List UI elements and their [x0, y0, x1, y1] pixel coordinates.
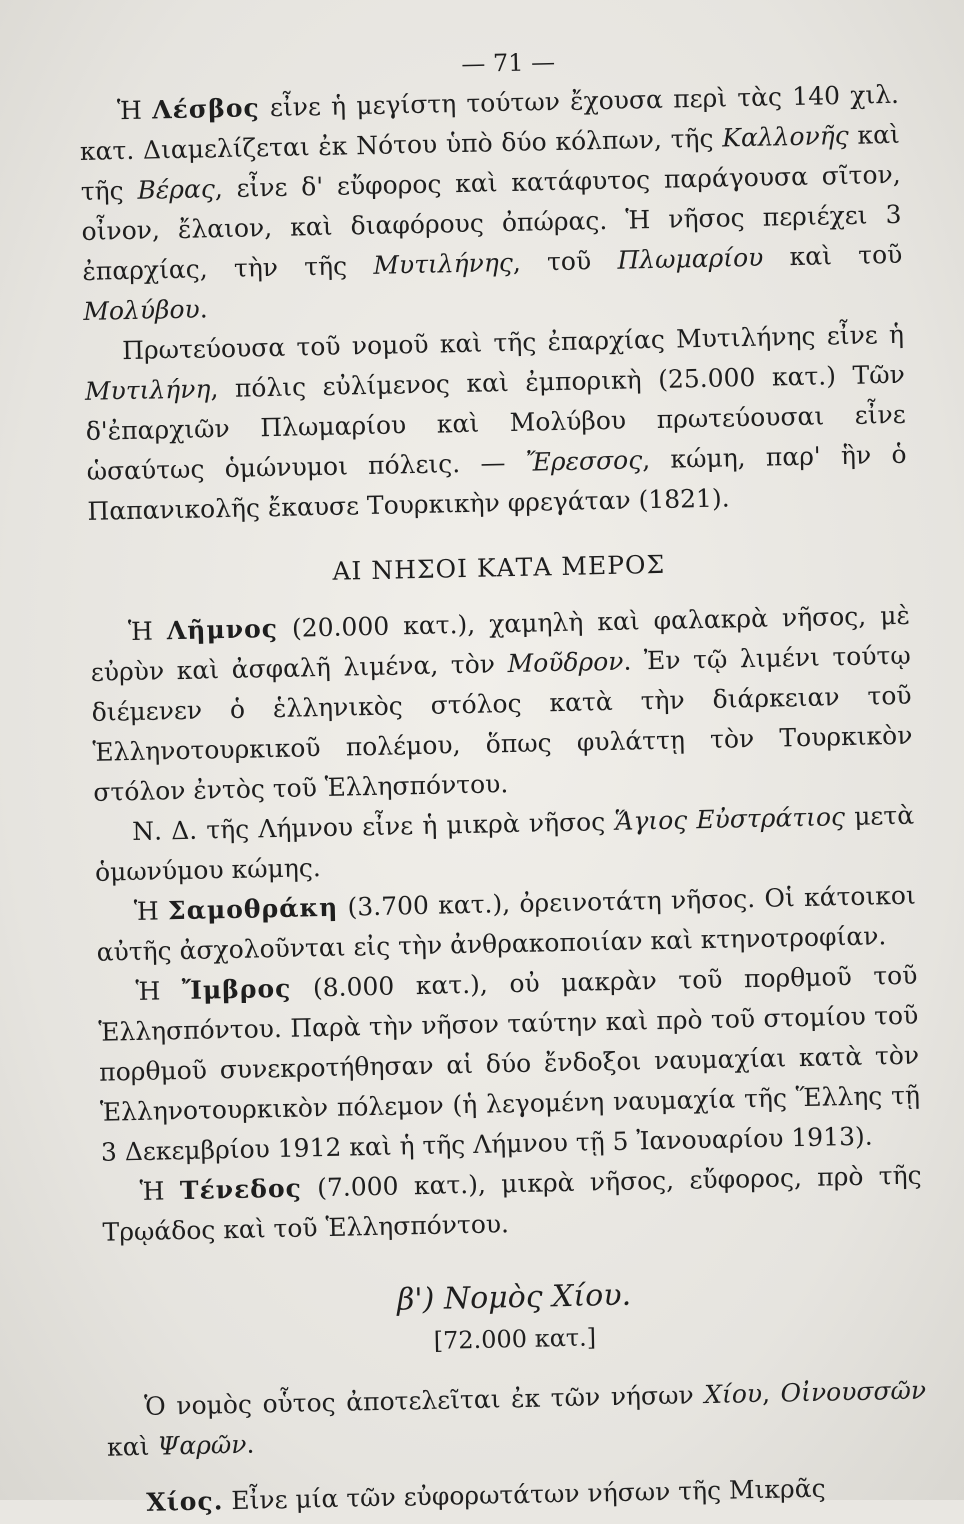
text-run: , κώμη, παρ' ἣν ὁ Παπανικολῆς ἔκαυσε Τουρκικὴν φρεγάταν (1821).	[87, 439, 907, 526]
text-run: ,	[761, 1378, 781, 1408]
text-run: Ἡ	[135, 976, 183, 1006]
text-run: Ν. Δ. τῆς Λήμνου εἶνε ἡ μικρὰ νῆσος	[131, 806, 615, 847]
text-run: , τοῦ	[512, 245, 618, 277]
text-run: Ἡ	[139, 1176, 181, 1206]
page-text-block	[78, 41, 929, 1524]
text-run: , πόλις εὐλίμενος καὶ ἐμπορικὴ (25.000 κατ.) Τῶν δ'ἐπαρχιῶν Πλωμαρίου καὶ Μολύβου πρωτεύουσαι εἶνε ὡσαύτως ὁμώνυμοι πόλεις. —	[85, 359, 906, 486]
village-eresos: Ἔρεσσος	[525, 445, 643, 477]
island-name-lesvos: Λέσβος	[151, 93, 260, 125]
text-run: .	[199, 294, 208, 324]
harbor-moudros: Μοῦδρον	[507, 646, 624, 679]
paragraph-capital	[84, 315, 908, 532]
text-run: καὶ	[106, 1431, 158, 1462]
paragraph-imvros	[97, 956, 921, 1173]
island-name-limnos: Λῆμνος	[166, 613, 279, 646]
gulf-geras: Βέρας	[137, 174, 216, 205]
text-run: Ἡ	[133, 896, 169, 927]
island-name-imvros: Ἴμβρος	[181, 973, 292, 1006]
population-note: [72.000 κατ.]	[433, 1323, 597, 1355]
text-run: καὶ τοῦ	[763, 239, 903, 272]
island-name-tenedos: Τένεδος	[179, 1173, 303, 1206]
section-heading: ΑΙ ΝΗΣΟΙ ΚΑΤΑ ΜΕΡΟΣ	[332, 549, 666, 586]
text-run: Ἡ	[116, 95, 153, 126]
text-run: εἶνε ἡ μεγίστη τούτων ἔχουσα περὶ τὰς 140 χιλ. κατ. Διαμελίζεται ἐκ Νότου ὑπὸ δύο κόλπων, τῆς	[79, 79, 900, 166]
province-molyvos: Μολύβου	[83, 294, 200, 326]
text-run: (8.000 κατ.), οὐ μακρὰν τοῦ πορθμοῦ τοῦ Ἑλλησπόντου. Παρὰ τὴν νῆσον ταύτην καὶ πρὸ τοῦ στομίου τοῦ πορθμοῦ συνεκροτήθησαν αἱ δύο ἔνδοξοι ναυμαχίαι κατὰ τὸν Ἑλληνοτουρκικὸν πόλεμον (ἡ λεγομένη ναυμαχία τῆς Ἕλλης τῇ 3 Δεκεμβρίου 1912 καὶ ἡ τῆς Λήμνου τῇ 5 Ἰανουαρίου 1913).	[98, 960, 921, 1167]
paragraph-tenedos	[101, 1156, 922, 1253]
island-name-chios: Χίος.	[145, 1486, 224, 1517]
island-psara: Ψαρῶν	[157, 1429, 247, 1461]
text-run: .	[246, 1429, 255, 1459]
text-run: Εἶνε μία τῶν εὐφορωτάτων νήσων τῆς Μικρᾶς	[223, 1473, 826, 1516]
island-agios-efstratios: Ἅγιος Εὐστράτιος	[614, 802, 846, 836]
page-number: — 71 —	[461, 48, 556, 78]
province-plomari: Πλωμαρίου	[617, 242, 764, 275]
text-run: (7.000 κατ.), μικρὰ νῆσος, εὔφορος, πρὸ τῆς Τρῳάδος καὶ τοῦ Ἑλλησπόντου.	[102, 1160, 922, 1247]
gulf-kalloni: Καλλονῆς	[721, 120, 849, 153]
island-chios: Χίου	[703, 1378, 763, 1410]
text-run: καὶ τῆς	[80, 119, 901, 206]
text-run: (20.000 κατ.), χαμηλὴ καὶ φαλακρὰ νῆσος, μὲ εὐρὺν καὶ ἀσφαλῆ λιμένα, τὸν	[90, 600, 911, 687]
text-run: μετὰ ὁμωνύμου κώμης.	[94, 800, 915, 887]
text-run: Πρωτεύουσα τοῦ νομοῦ καὶ τῆς ἐπαρχίας Μυτιλήνης εἶνε ἡ	[121, 319, 905, 366]
paragraph-lesvos	[79, 75, 904, 332]
text-run: Ὁ νομὸς οὗτος ἀποτελεῖται ἐκ τῶν νήσων	[143, 1380, 705, 1421]
island-oinousses: Οἰνουσσῶν	[780, 1375, 927, 1408]
city-mytilene: Μυτιλήνη	[84, 374, 211, 406]
paragraph-limnos	[90, 596, 914, 813]
subsection-title: β') Νομὸς Χίου.	[396, 1277, 632, 1318]
text-run: , εἶνε δ' εὔφορος καὶ κατάφυτος παράγουσα σῖτον, οἶνον, ἔλαιον, καὶ διαφόρους ὀπώρας. Ἡ νῆσος περιέχει 3 ἐπαρχίας, τὴν τῆς	[81, 159, 902, 286]
text-run: (3.700 κατ.), ὀρεινοτάτη νῆσος. Οἱ κάτοικοι αὐτῆς ἀσχολοῦνται εἰς τὴν ἀνθρακοποιίαν καὶ κτηνοτροφίαν.	[96, 880, 917, 967]
text-run: . Ἐν τῷ λιμένι τούτῳ διέμενεν ὁ ἑλληνικὸς στόλος κατὰ τὴν διάρκειαν τοῦ Ἑλληνοτουρκικοῦ πολέμου, ὅπως φυλάττῃ τὸν Τουρκικὸν στόλον ἐντὸς τοῦ Ἑλλησπόντου.	[91, 640, 913, 807]
text-run: Ἡ	[127, 616, 168, 647]
province-mytilene: Μυτιλήνης	[373, 247, 514, 280]
island-name-samothraki: Σαμοθράκη	[167, 892, 339, 926]
